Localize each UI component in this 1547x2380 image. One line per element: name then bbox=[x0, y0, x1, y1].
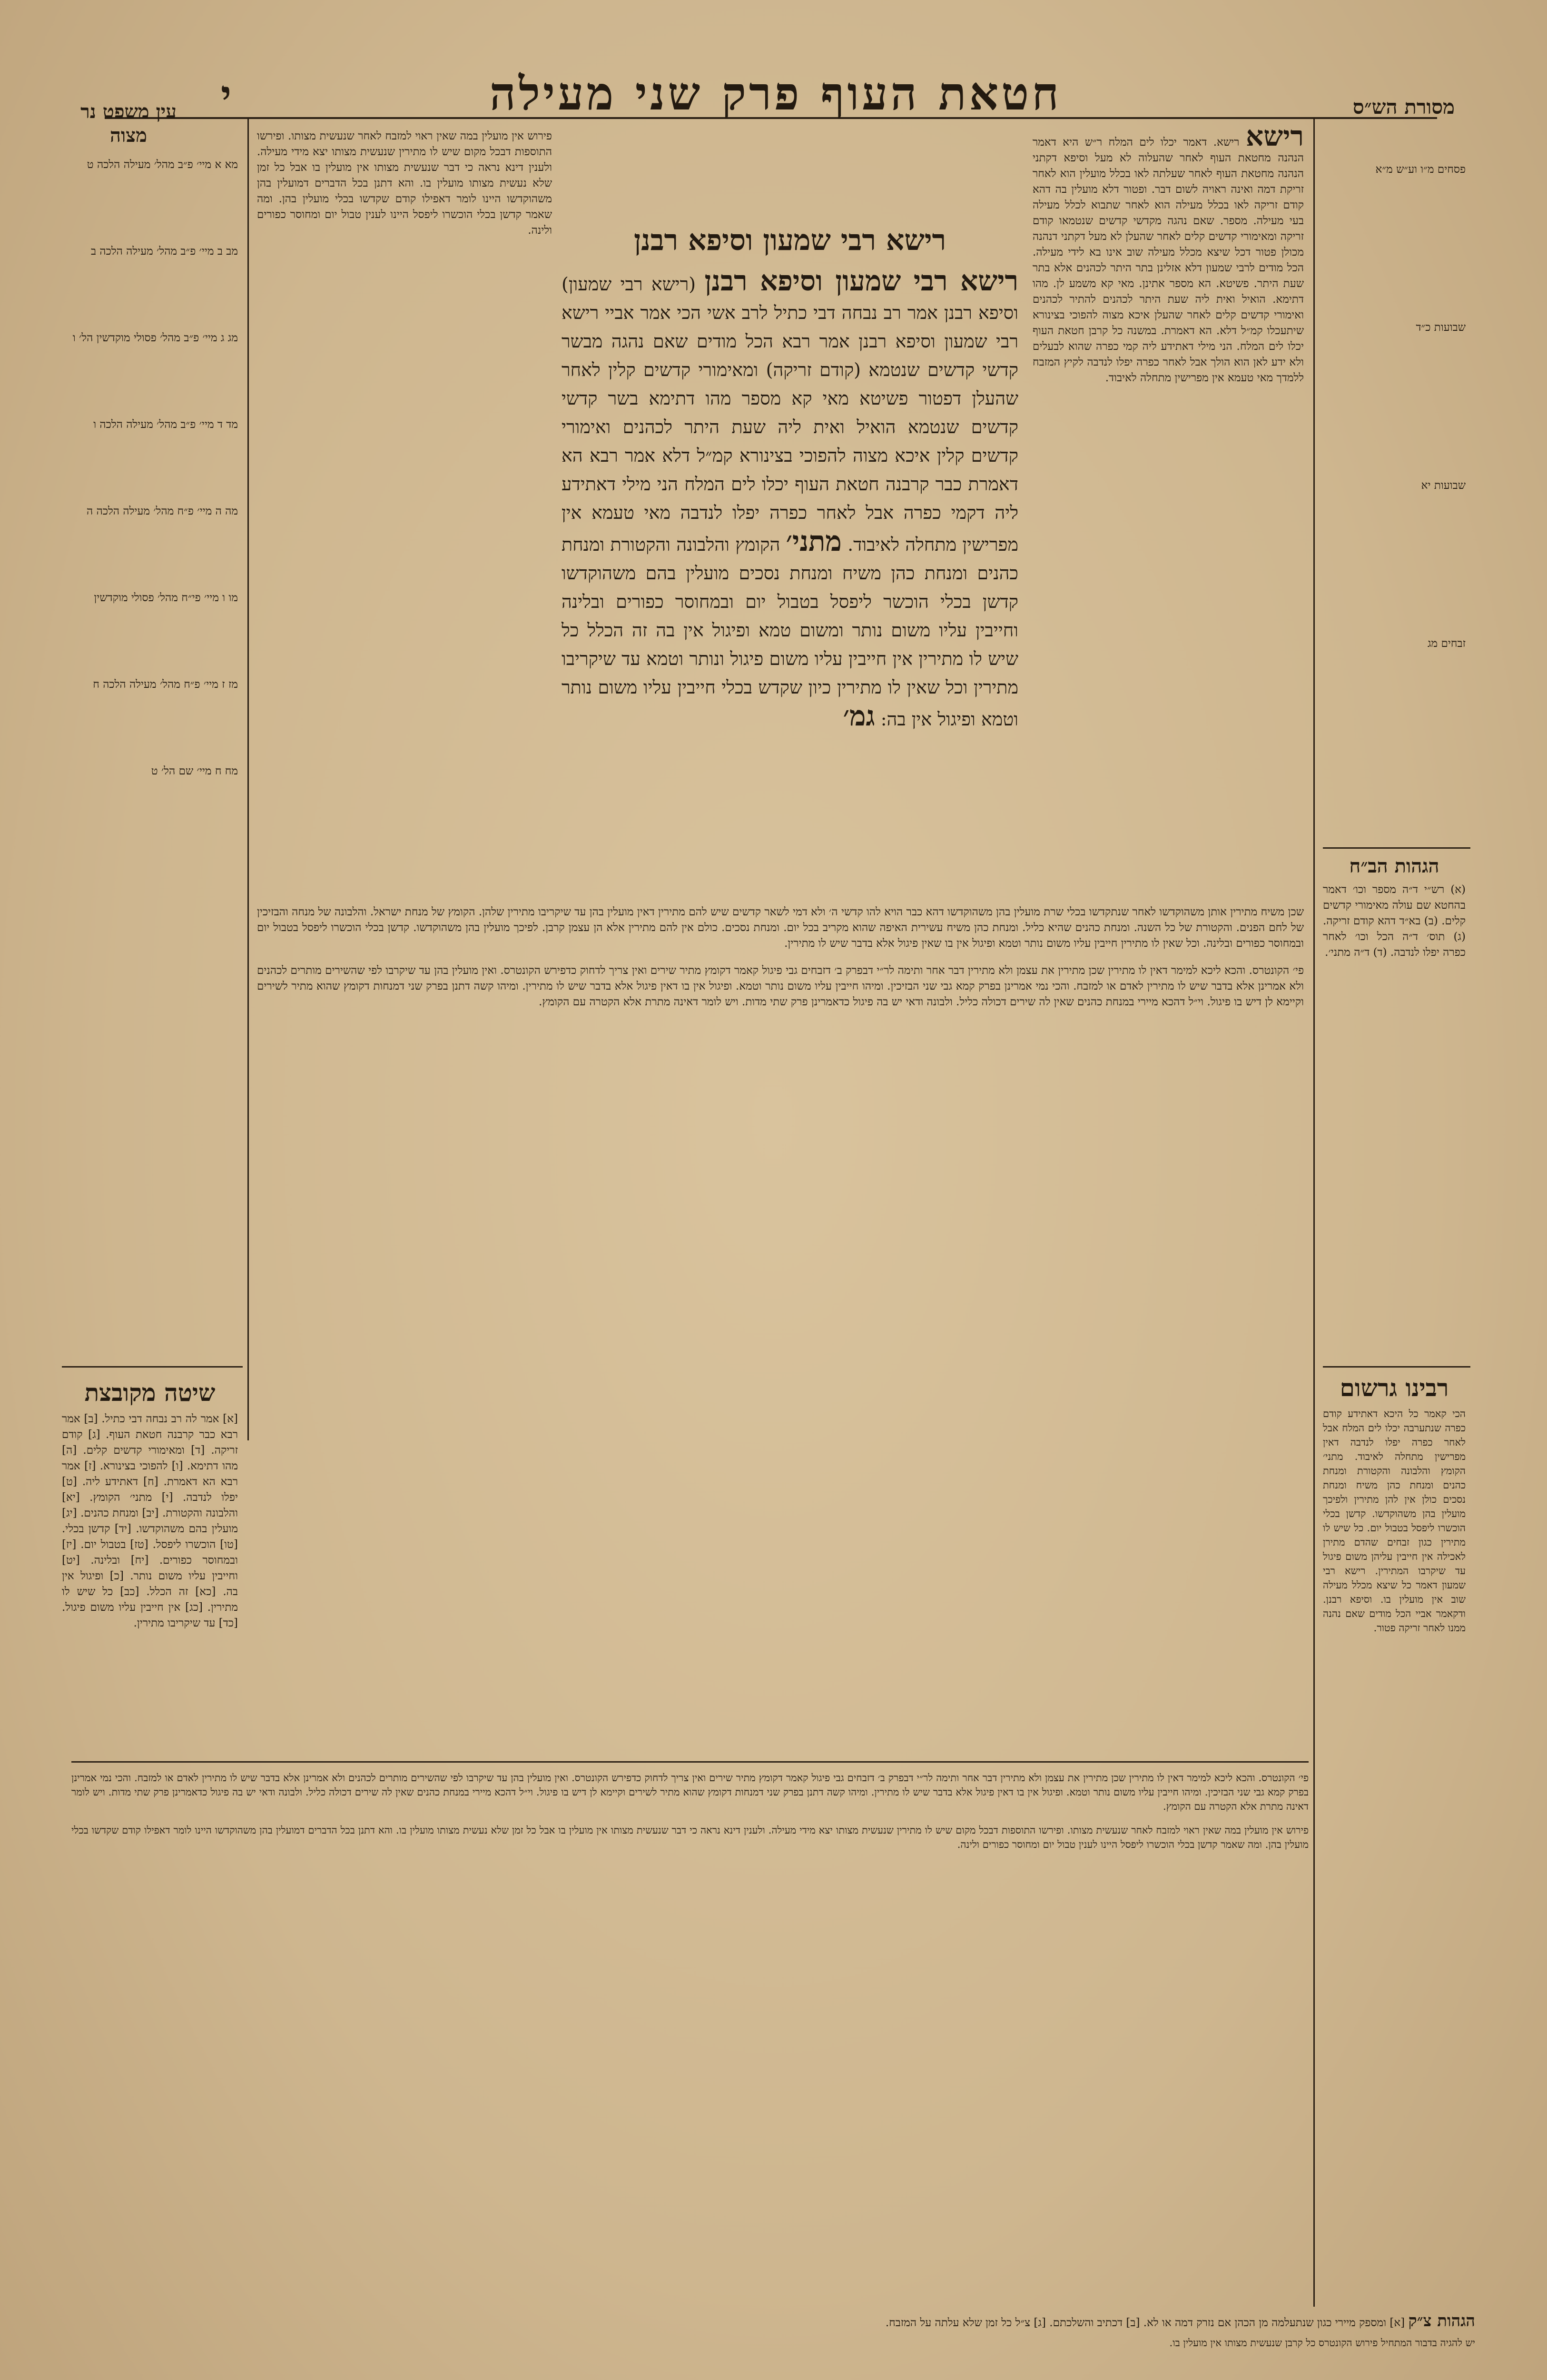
folio-letter: י bbox=[220, 71, 232, 119]
ein-mishpat-entry: מח ח מיי׳ שם הל׳ ט bbox=[151, 765, 238, 777]
left-column-divider bbox=[247, 117, 249, 1440]
commentary-continuation-column bbox=[257, 904, 1304, 1737]
ein-mishpat-entry: מז ז מיי׳ פ״ח מהל׳ מעילה הלכה ח bbox=[93, 678, 238, 691]
ein-mishpat-entry: מא א מיי׳ פ״ב מהל׳ מעילה הלכה ט bbox=[87, 159, 238, 171]
ein-mishpat-heading: עין משפט נר מצוה bbox=[80, 100, 177, 147]
footer-hagahot-text bbox=[71, 2313, 1475, 2331]
masoret-entry: זבחים מג bbox=[1427, 637, 1466, 650]
bottom-notes-text-2: פירוש אין מועלין במה שאין ראוי למזבח לאחר שנעשית מצותו. ופירשו התוספות דבכל מקום שיש לו מתירין שנעשית מצותו יצא מידי מעילה. ולענין דינא נראה כי דבר שנעשית מצותו אין מועלין בו אבל כל זמן שלא נעשית מצותו מועלין בו. והא דתנן בכל הדברים דמועלין בהן משהוקדשו היינו לומר דאפילו קודם שקדשו בכלי מועלין בהן. ומה שאמר קדשן בכלי הוכשרו ליפסל היינו לענין טבול יום ומחוסר כפורים ולינה. bbox=[71, 1825, 1309, 1850]
footer-hagahot-label: הגהות צ״ק bbox=[1408, 2313, 1475, 2330]
gemara-body: (רישא רבי שמעון) וסיפא רבנן אמר רב נבחה דבי כתיל לרב אשי הכי אמר אביי רישא רבי שמעון וסיפא רבנן אמר רבא הכל מודים שאם נהגה מבשר קדשי קדשים שנטמא (קודם זריקה) ומאימורי קדשים קלין לאחר שהעלן דפטור פשיטא מאי קא מספר מהו דתימא בשר קדשי קדשים שנטמא הואיל ואית ליה שעת היתר לכהנים ואימורי קדשים קלין איכא מצוה להפוכי בצינורא קמ״ל דלא אמר רבא הא דאמרת כבר קרבנה חטאת העוף יכלו לים המלח הני מילי דאתידע ליה דקמי כפרה אבל לאחר כפרה יפלו לנדבה מאי טעמא אין מפרישין מתחלה לאיבוד. bbox=[562, 274, 1018, 555]
hagahot-habach-title: הגהות הב״ח bbox=[1349, 855, 1439, 877]
rashi-continuation-text: שכן משיח מתירין אותן משהוקדשו לאחר שנתקדשו בכלי שרת מועלין בהן משהוקדשו דהא כבר הויא להו קדשי ה׳ ולא דמי לשאר קדשים שיש להם מתירין דאין מועלין בהן עד שיקריבו מתירין שלהן. הקומץ של מנחת ישראל. והלבונה של מנחה והבזיכין של לחם הפנים. והקטורת של כל השנה. ומנחת כהנים שהיא כליל. ומנחת כהן משיח עשירית האיפה שהוא מקריב בכל יום. ומנחת נסכים. כולם אין להם מתירין אלא הן עצמן קרבן. לפיכך מועלין בהן משהוקדשו. קדשן בכלי הוכשרו ליפסל בטבול יום ובמחוסר כפורים ובלינה. וכל שאין לו מתירין חייבין עליו משום נותר וטמא ופיגול אין בו שאין פיגול אלא בדבר שיש לו מתירין. bbox=[257, 906, 1304, 950]
ein-mishpat-entry: מג ג מיי׳ פ״ב מהל׳ פסולי מוקדשין הל׳ ו bbox=[72, 332, 238, 344]
footer-hagahot bbox=[71, 2313, 1475, 2380]
ein-mishpat-entry: מה ה מיי׳ פ״ח מהל׳ מעילה הלכה ה bbox=[87, 505, 238, 517]
ein-mishpat-entry: מב ב מיי׳ פ״ב מהל׳ מעילה הלכה ב bbox=[90, 245, 238, 258]
gemara-label: גמ׳ bbox=[843, 700, 875, 732]
masoret-heading: מסורת הש״ס bbox=[1352, 95, 1455, 119]
footer-hagahot-body: [א] ומספק מיירי כגון שנתעלמה מן הכהן אם נזרק דמה או לא. [ב] דכתיב והשלכתם. [ג] צ״ל כל זמן שלא עלתה על המזבח. bbox=[885, 2317, 1405, 2329]
page-title: חטאת העוף פרק שני מעילה bbox=[489, 67, 1062, 120]
footer-bottom-note: יש להגיה בדבור המתחיל פירוש הקונטרס כל קרבן שנעשית מצותו אין מועלין בו. bbox=[1169, 2337, 1475, 2349]
masoret-entry: שבועות יא bbox=[1421, 479, 1466, 492]
rabbeinu-gershom-title: רבינו גרשום bbox=[1340, 1374, 1449, 1402]
hagahot-top-rule bbox=[1323, 847, 1470, 849]
tosafot-commentary-text: פירוש אין מועלין במה שאין ראוי למזבח לאחר שנעשית מצותו. ופירשו התוספות דבכל מקום שיש לו מתירין שנעשית מצותו יצא מידי מעילה. ולענין דינא נראה כי דבר שנעשית מצותו אין מועלין בו אבל כל זמן שלא נעשית מצותו מועלין בו. והא דתנן בכל הדברים דמועלין בהן משהוקדשו היינו לומר דאפילו קודם שקדשו בכלי מועלין בהן. ומה שאמר קדשן בכלי הוכשרו ליפסל היינו לענין טבול יום ומחוסר כפורים ולינה. bbox=[257, 130, 552, 237]
hagahot-habach-column bbox=[1323, 852, 1466, 1338]
gemara-title-line: רישא רבי שמעון וסיפא רבנן bbox=[633, 224, 946, 257]
mishnah-body: הקומץ והלבונה והקטורת ומנחת כהנים ומנחת כהן משיח ומנחת נסכים מועלין בהם משהוקדשו קדשן בכלי הוכשר ליפסל בטבול יום ובמחוסר כפורים ובלינה וחייבין עליו משום נותר ומשום טמא ופיגול אין בה זה הכלל כל שיש לו מתירין אין חייבין עליו משום פיגול ונותר וטמא עד שיקריבו מתירין וכל שאין לו מתירין כיון שקדש בכלי חייבין עליו משום נותר וטמא ופיגול אין בה: bbox=[562, 534, 1018, 730]
hagahot-habach-text: (א) רש״י ד״ה מספר וכו׳ דאמר בהחטא שם עולה מאימורי קדשים קלים. (ב) בא״ד דהא קודם זריקה. (ג) תוס׳ ד״ה הכל וכו׳ לאחר כפרה יפלו לנדבה. (ד) ד״ה מתני׳. bbox=[1323, 883, 1466, 959]
bottom-notes-text: פי׳ הקונטרס. והכא ליכא למימר דאין לו מתירין שכן מתירין את עצמן ולא מתירין דבר אחר ותימה לר״י דבפרק ב׳ דזבחים גבי פיגול קאמר דקומץ מתיר שירים ואין צריך לדחוק כדפירש הקונטרס. ואין מועלין בהן עד שיקרבו לפי שהשירים מותרים לכהנים ולא אמרינן אלא בדבר שיש לו מתירין לאדם או למזבח. והכי נמי אמרינן בפרק קמא גבי שני הבזיכין. ומיהו חייבין עליו משום נותר וטמא. ופיגול אין בו דאין פיגול אלא בדבר שיש לו מתירין. ומיהו קשה דתנן בפרק שני דמנחות דקומץ שהוא מתיר לשירים וקיימא לן דיש בו פיגול. וי״ל דהכא מיירי במנחת כהנים שאין לה שירים דכולה כליל. ולבונה ודאי יש בה פיגול כדאמרינן פרק שתי מדות. ויש לומר דאינה מתרת אלא הקטרה עם הקומץ. bbox=[71, 1772, 1309, 1812]
gemara-text bbox=[562, 267, 1018, 734]
gemara-block bbox=[562, 267, 1018, 895]
rashi-commentary-body: רישא. דאמר יכלו לים המלח ר״ש היא דאמר הנהנה מחטאת העוף לאחר שהעלוה לא מעל וסיפא דקתני הנהנה מחטאת העוף לאחר שעלתה לאו בכלל מועלין הוא לאחר זריקת דמה ואינה ראויה לשום דבר. ופטור דלא מועלין בה דהא קודם זריקה לאו בכלל מעילה הוא לאחר שתבוא לכלל מעילה בעי מעילה. מספר. שאם נהגה מקדשי קדשים שנטמאו קודם זריקה ומאימורי קדשים קלים לאחר שהעלן לא מעל דקתני דנהנה מכולן פטור דכל שיצא מכלל מעילה שוב אינו בא לידי מעילה. הכל מודים לרבי שמעון דלא אזלינן בתר היתר לכהנים אלא בתר שעת היתר. פשיטא. הא מספר אתינן. מאי קא משמע לן. מהו דתימא. הואיל ואית ליה שעת היתר לכהנים להתיר לכהנים ואימורי קדשים קלים לאחר שהעלן איכא מצוה להפוכי בצינורא שיתעכלו קמ״ל דלא. הא דאמרת. במשנה כל קרבן חטאת העוף יכלו לים המלח. הני מילי דאתידע ליה קמי כפרה שהוא לבעלים ולא ידע לאן הוא הולך אבל לאחר כפרה יפלו לנדבה לקיץ המזבח ללמדך מאי טעמא אין מפרישין מתחלה לאיבוד. bbox=[1033, 136, 1304, 384]
gemara-opening-words: רישא רבי שמעון וסיפא רבנן bbox=[704, 267, 1018, 297]
ein-mishpat-entry: מד ד מיי׳ פ״ב מהל׳ מעילה הלכה ו bbox=[93, 418, 238, 431]
masoret-column bbox=[1323, 133, 1466, 800]
masoret-entry: פסחים מ״ו וע״ש מ״א bbox=[1375, 163, 1466, 176]
tosafot-continuation-text: פי׳ הקונטרס. והכא ליכא למימר דאין לו מתירין שכן מתירין את עצמן ולא מתירין דבר אחר ותימה לר״י דבפרק ב׳ דזבחים גבי פיגול קאמר דקומץ מתיר שירים ואין צריך לדחוק כדפירש הקונטרס. ואין מועלין בהן עד שיקרבו לפי שהשירים מותרים לכהנים ולא אמרינן אלא בדבר שיש לו מתירין לאדם או למזבח. והכי נמי אמרינן בפרק קמא גבי שני הבזיכין. ומיהו חייבין עליו משום נותר וטמא. ופיגול אין בו דאין פיגול אלא בדבר שיש לו מתירין. ומיהו קשה דתנן בפרק שני דמנחות דקומץ שהוא מתיר לשירים וקיימא לן דיש בו פיגול. וי״ל דהכא מיירי במנחת כהנים שאין לה שירים דכולה כליל. ולבונה ודאי יש בה פיגול כדאמרינן פרק שתי מדות. ויש לומר דאינה מתרת אלא הקטרה עם הקומץ. bbox=[257, 964, 1304, 1008]
rabbeinu-top-rule bbox=[1323, 1366, 1470, 1368]
rabbeinu-gershom-column bbox=[1323, 1371, 1466, 2290]
ein-mishpat-entry: מו ו מיי׳ פי״ח מהל׳ פסולי מוקדשין bbox=[94, 592, 238, 604]
shita-top-rule bbox=[62, 1366, 243, 1368]
rabbeinu-gershom-text: הכי קאמר כל היכא דאתידע קודם כפרה שנתערבה יכלו לים המלח אבל לאחר כפרה יפלו לנדבה דאין מפרישין מתחלה לאיבוד. מתני׳ הקומץ והלבונה והקטורת ומנחת כהנים ומנחת כהן משיח ומנחת נסכים כולן אין להן מתירין ולפיכך מועלין בהן משהוקדשו. קדשן בכלי הוכשרו ליפסל בטבול יום. כל שיש לו מתירין כגון זבחים שהדם מתירן לאכילה אין חייבין עליהן משום פיגול עד שיקרבו המתירין. רישא רבי שמעון דאמר כל שיצא מכלל מעילה שוב אין מועלין בו. וסיפא רבנן. ודקאמר אביי הכל מודים שאם נהנה ממנו לאחר זריקה פטור. bbox=[1323, 1408, 1466, 1634]
bottom-notes-rule bbox=[71, 1761, 1309, 1763]
ein-mishpat-column bbox=[62, 157, 238, 1385]
rashi-commentary-column bbox=[1033, 129, 1304, 890]
bottom-notes-column bbox=[71, 1771, 1309, 2247]
rashi-opening-word: רישא bbox=[1245, 129, 1304, 152]
masoret-entry: שבועות כ״ד bbox=[1416, 321, 1466, 334]
shita-mekubetzet-title: שיטה מקובצת bbox=[84, 1378, 216, 1407]
mishnah-label: מתני׳ bbox=[786, 525, 842, 557]
right-column-divider bbox=[1313, 117, 1315, 2307]
rashi-commentary-text bbox=[1033, 129, 1304, 386]
shita-mekubetzet-text: [א] אמר לה רב נבחה דבי כתיל. [ב] אמר רבא כבר קרבנה חטאת העוף. [ג] קודם זריקה. [ד] ומאימורי קדשים קלים. [ה] מהו דתימא. [ו] להפוכי בצינורא. [ז] אמר רבא הא דאמרת. [ח] דאתידע ליה. [ט] יפלו לנדבה. [י] מתני׳ הקומץ. [יא] והלבונה והקטורת. [יב] ומנחת כהנים. [יג] מועלין בהם משהוקדשו. [יד] קדשן בכלי. [טו] הוכשרו ליפסל. [טז] בטבול יום. [יז] ובמחוסר כפורים. [יח] ובלינה. [יט] וחייבין עליו משום נותר. [כ] ופיגול אין בה. [כא] זה הכלל. [כב] כל שיש לו מתירין. [כג] אין חייבין עליו משום פיגול. [כד] עד שיקריבו מתירין. bbox=[62, 1413, 238, 1629]
tosafot-commentary-column bbox=[257, 129, 552, 890]
